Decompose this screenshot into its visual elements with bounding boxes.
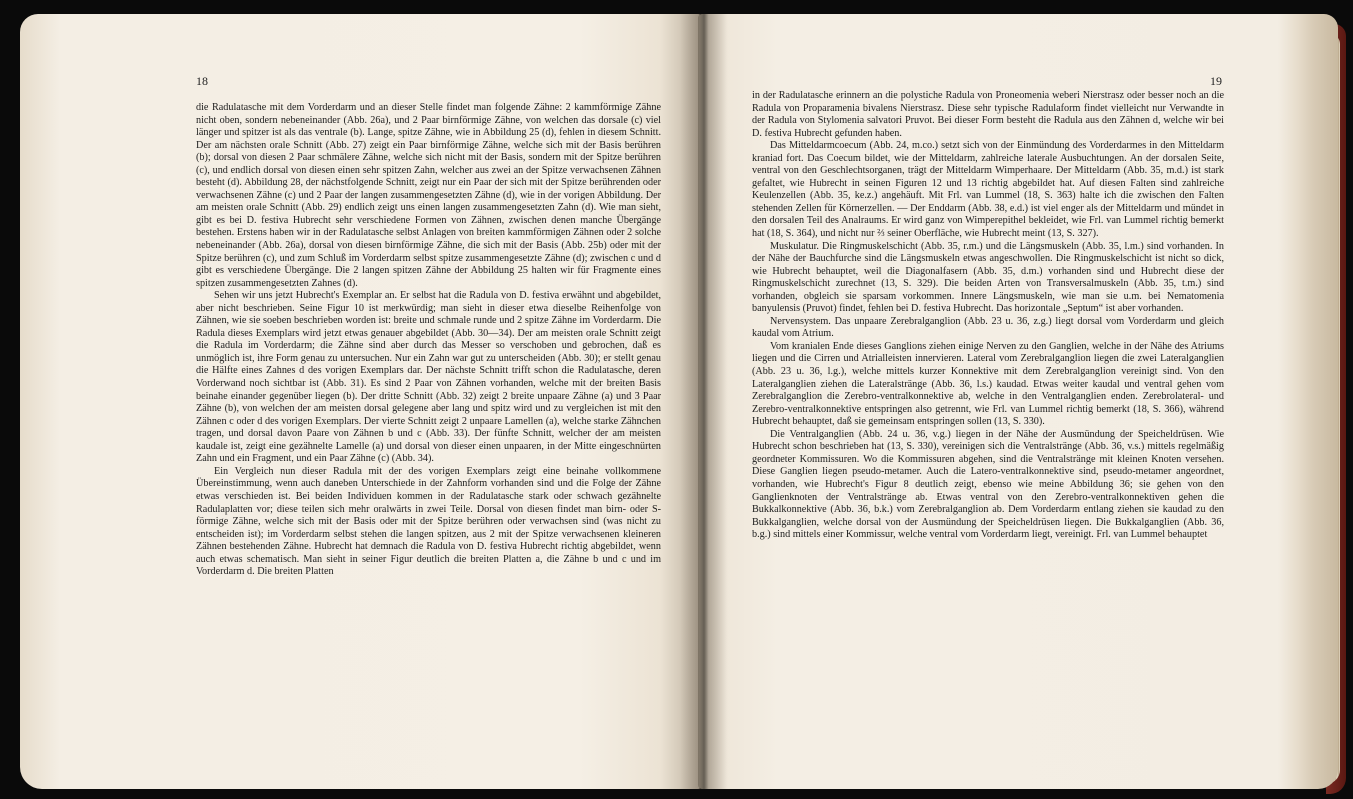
paragraph: die Radulatasche mit dem Vorderdarm und an dieser Stelle findet man folgende Zähne: 2 kammförmige Zähne nicht oben, sondern nebeneinander (Abb. 26a), und 2 Paar birnförmige Zähne, von welchen das dorsale (c) viel länger und spitzer ist als das ventrale (b). Lange, spitze Zähne, wie in Abbildung 25 (d), fehlen in diesem Schnitt. Der am nächsten orale Schnitt (Abb. 27) zeigt ein Paar birnförmige Zähne, welche sich mit der Basis berühren (b); dorsal von diesen 2 Paar schmälere Zähne, welche sich nicht mit der Basis, sondern mit der Spitze berühren (c), und endlich dorsal von diesen einen sehr spitzen Zahn, welcher aus zwei an der Spitze verwachsenen Zähnen besteht (d). Abbildung 28, der nächstfolgende Schnitt, zeigt nur ein Paar der sich mit der Spitze berührenden oder verwachsenen Zähne (c) und 2 Paar der langen zusammengesetzten Zähne (d), wie in der vorigen Abbildung. Der am meisten orale Schnitt (Abb. 29) endlich zeigt uns einen langen zusammengesetzten Zahn (d). Wie man sieht, gibt es bei D. festiva Hubrecht sehr verschiedene Formen von Zähnen, zwischen denen manche Übergänge bestehen. Erstens haben wir in der Radulatasche selbst Anlagen von breiten kammförmigen Zähnen oder 2 solche nebeneinander (Abb. 26a), dorsal von diesen birnförmige Zähne, die sich mit der Basis (Abb. 25b) oder mit der Spitze berühren (c), und zum Schluß im Vorderdarm selbst spitze zusammengesetzte Zähne (d); zwischen c und d gibt es verschiedene Übergänge. Die 2 langen spitzen Zähne der Abbildung 25 halten wir für Fragmente eines spitzen zusammengesetzten Zahnes (d). (196, 102, 661, 289)
paragraph: in der Radulatasche erinnern an die polystiche Radula von Proneomenia weberi Nierstrasz oder besser noch an die Radula von Proparamenia bivalens Nierstrasz. Diese sehr typische Radulaform findet vielleicht nur Verwandte in der Radula von Stylomenia salvatori Pruvot. Bei dieser Form besteht die Radula aus den Zähnen d, welche wir bei D. festiva Hubrecht gefunden haben. (752, 90, 1224, 139)
left-page-body (196, 102, 661, 579)
right-page-number: 19 (1210, 74, 1222, 88)
paragraph: Sehen wir uns jetzt Hubrecht's Exemplar an. Er selbst hat die Radula von D. festiva erwähnt und abgebildet, aber nicht beschrieben. Seine Figur 10 ist merkwürdig; man sieht in dieser etwa dieselbe Reihenfolge von Zähnen, wie sie soeben beschrieben worden ist: breite und schmale runde und 2 spitze Zähne im Vorderdarm. Die Radula dieses Exemplars wird jetzt etwas genauer abgebildet (Abb. 30—34). Der am meisten orale Schnitt zeigt die Radula im Vorderdarm; die Zähne sind aber durch das Messer so verschoben und gebrochen, daß es unmöglich ist, ihre Form genau zu untersuchen. Nur ein Zahn war gut zu unterscheiden (Abb. 30); er stellt genau die Hälfte eines Zahnes d des vorigen Exemplars dar. Der nächste Schnitt trifft schon die Radulatasche, deren Vorderwand noch sichtbar ist (Abb. 31). Es sind 2 Paar von Zähnen vorhanden, welche mit der breiten Basis beinahe einander gegenüber liegen (b). Der dritte Schnitt (Abb. 32) zeigt 2 breite unpaare Zähne (a) und 3 Paar Zähne (b), von welchen der am meisten dorsal gelegene aber lang und spitz wird und zu vergleichen ist mit den Zähnen c oder d des vorigen Exemplars. Der vierte Schnitt zeigt 2 unpaare Lamellen (a), welche starke Zähnchen tragen, und dorsal davon Paare von Zähnen b und c (Abb. 33). Der fünfte Schnitt, welcher der am meisten kaudale ist, zeigt eine gezähnelte Lamelle (a) und dorsal von dieser einen unpaaren, in der Mitte eingeschnürten Zahn und ein Fragment, und ein Paar Zähne (c) (Abb. 34). (196, 290, 661, 465)
left-page (20, 14, 702, 789)
left-page-number: 18 (196, 74, 208, 88)
right-page (698, 14, 1338, 789)
paragraph: Vom kranialen Ende dieses Ganglions ziehen einige Nerven zu den Ganglien, welche in der Nähe des Atriums liegen und die Cirren und Atrialleisten innervieren. Lateral vom Zerebralganglion liegen die zwei Lateralganglien (Abb. 23 u. 36, l.g.), welche mittels kurzer Konnektive mit dem Zerebralganglion vereinigt sind. Von den Lateralganglien ziehen die Lateralstränge (Abb. 36, l.s.) kaudad. Etwas weiter kaudal und ventral gehen vom Zerebralganglion die Zerebro-ventralkonnektive ab, welche in den Ventralganglien enden. Zerebrolateral- und Zerebro-ventralkonnektive entspringen also getrennt, wie Frl. van Lummel richtig bemerkt (18, S. 366), während Hubrecht behauptet, daß sie gemeinsam entspringen sollen (13, S. 330). (752, 340, 1224, 428)
paragraph: Ein Vergleich nun dieser Radula mit der des vorigen Exemplars zeigt eine beinahe vollkommene Übereinstimmung, wenn auch daneben Unterschiede in der Zahnform vorhanden sind und die Folge der Zähne etwas verschieden ist. Bei beiden Individuen kommen in der Radulatasche stark oder schwach gezähnelte Radulaplatten vor; diese teilen sich mehr oralwärts in zwei Teile. Dorsal von diesen findet man birn- oder S-förmige Zähne, welche sich mit der Basis oder mit der Spitze berühren oder verwachsen sind (was nicht zu entscheiden ist); im Vorderdarm selbst stehen die langen spitzen, aus 2 mit der Spitze verwachsenen kleineren Zähnen bestehenden Zähne. Hubrecht hat demnach die Radula von D. festiva Hubrecht richtig abgebildet, wenn auch etwas schematisch. Man sieht in seiner Figur deutlich die breiten Platten a, die Zähne b und c und im Vorderdarm d. Die breiten Platten (196, 465, 661, 578)
paragraph: Nervensystem. Das unpaare Zerebralganglion (Abb. 23 u. 36, z.g.) liegt dorsal vom Vorderdarm und gleich kaudal vom Atrium. (752, 315, 1224, 340)
right-page-body (752, 90, 1224, 542)
paragraph: Muskulatur. Die Ringmuskelschicht (Abb. 35, r.m.) und die Längsmuskeln (Abb. 35, l.m.) sind vorhanden. In der Nähe der Bauchfurche sind die Längsmuskeln etwas angeschwollen. Die Ringmuskelschicht ist nicht so dick, wie Hubrecht behauptet, weil die Diagonalfasern (Abb. 35, d.m.) vorhanden sind und Hubrecht diese der Ringmuskelschicht zurechnet (13, S. 329). Die beiden Arten von Transversalmuskeln (Abb. 35, t.m.) sind vorhanden, obgleich sie sparsam vorkommen. Innere Längsmuskeln, wie man sie u.m. bei Nematomenia banyulensis (Pruvot) findet, fehlen bei D. festiva Hubrecht. Das horizontale „Septum“ ist aber vorhanden. (752, 240, 1224, 315)
paragraph: Das Mitteldarmcoecum (Abb. 24, m.co.) setzt sich von der Einmündung des Vorderdarmes in den Mitteldarm kraniad fort. Das Coecum bildet, wie der Mitteldarm, zahlreiche laterale Ausbuchtungen. An der dorsalen Seite, ventral von den Geschlechtsorganen, trägt der Mitteldarm Wimperhaare. Der Mitteldarm (Abb. 35, m.d.) ist stark gefaltet, wie Hubrecht in seinen Figuren 12 und 13 richtig abgebildet hat. Auf diesen Falten sind zahlreiche Keulenzellen (Abb. 35, ke.z.) angehäuft. Mit Frl. van Lummel (18, S. 363) halte ich die zwischen den Falten stehenden Zellen für Körnerzellen. — Der Enddarm (Abb. 38, e.d.) ist viel enger als der Mitteldarm und mündet in den dorsalen Teil des Analraums. Er wird ganz von Wimperepithel bekleidet, wie Frl. van Lummel richtig bemerkt hat (18, S. 364), und nicht nur ⅔ seiner Oberfläche, wie Hubrecht meint (13, S. 327). (752, 140, 1224, 240)
paragraph: Die Ventralganglien (Abb. 24 u. 36, v.g.) liegen in der Nähe der Ausmündung der Speicheldrüsen. Wie Hubrecht schon beschrieben hat (13, S. 330), vereinigen sich die Ventralstränge (Abb. 36, v.s.) mittels regelmäßig geordneter Kommissuren. Wo die Kommissuren abgehen, sind die Ventralstränge mit kleinen Knoten versehen. Diese Ganglien liegen pseudo-metamer. Auch die Latero-ventralkonnektive sind, pseudo-metamer angeordnet, vorhanden, wie Hubrecht's Figur 8 deutlich zeigt, ebenso wie meine Abbildung 36; sie gehen von den Ganglienknoten der Ventralstränge ab. Etwas ventral von den Zerebro-ventralkonnektiven gehen die Bukkalkonnektive (Abb. 36, b.k.) vom Zerebralganglion ab. Dem Vorderdarm entlang ziehen sie kaudad zu den Bukkalganglien, welche dorsal von der Ausmündung der Speicheldrüsen liegen. Die Bukkalganglien (Abb. 36, b.g.) sind mittels einer Kommissur, welche ventral vom Vorderdarm liegt, vereinigt. Frl. van Lummel behauptet (752, 428, 1224, 541)
open-book (20, 14, 1338, 789)
